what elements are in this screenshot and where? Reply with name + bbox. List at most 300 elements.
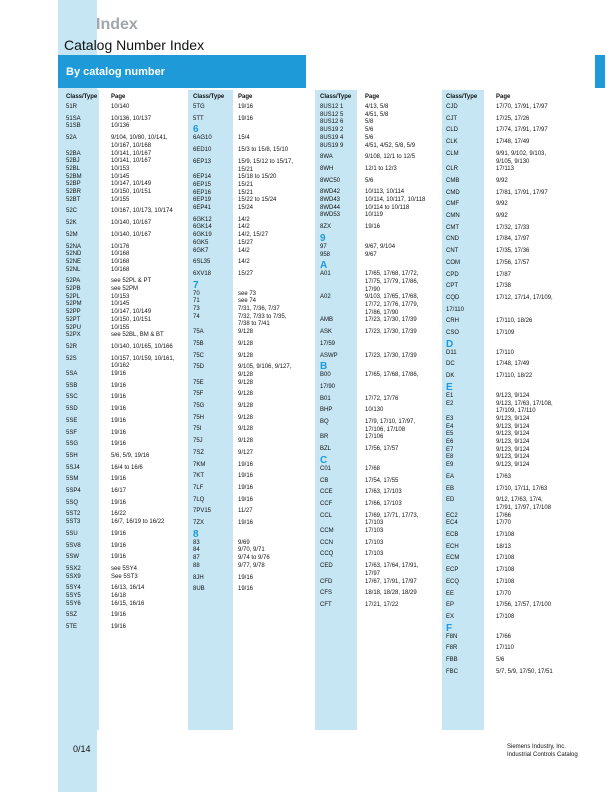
class-type: 87: [193, 555, 200, 562]
class-type: CCN: [320, 539, 333, 546]
page-reference: 17/35, 17/36: [496, 248, 530, 255]
page-reference: 10/136, 10/137: [111, 115, 152, 122]
page-reference: see 74: [238, 298, 257, 305]
page-reference: 17/70: [496, 520, 512, 527]
page-reference: 15/22 to 15/24: [238, 197, 277, 204]
class-type: 7SZ: [193, 449, 205, 456]
page-reference: 19/16: [111, 542, 127, 549]
page-reference: 16/15, 16/16: [111, 600, 145, 607]
class-type: ED: [446, 497, 455, 504]
class-type: 52K: [66, 220, 77, 227]
page-reference: 5/6: [365, 134, 374, 141]
section-letter: A: [320, 260, 328, 272]
page-reference: 12/1 to 12/3: [365, 165, 397, 172]
class-type: 52BA: [66, 150, 81, 157]
class-type: 6GK5: [193, 239, 209, 246]
page-reference: 17/70, 17/91, 17/97: [496, 104, 548, 110]
class-type: 5SX2: [66, 565, 81, 572]
class-type: 70: [193, 290, 200, 297]
class-type: 8WD43: [320, 197, 341, 203]
class-type: A01: [320, 271, 331, 278]
page-reference: 17/67, 17/91, 17/97: [365, 578, 417, 585]
class-type: 52BL: [66, 165, 81, 172]
page-reference: 4/51, 5/8: [365, 111, 389, 118]
class-type: EC2: [446, 512, 458, 519]
page-reference: 9/123, 17/63, 17/108,: [496, 400, 553, 407]
page-number: 0/14: [73, 744, 91, 754]
page-reference: 15/21: [238, 189, 254, 196]
class-type: EP: [446, 602, 455, 609]
class-type: 52NE: [66, 258, 82, 265]
page-reference: 16/7, 16/19 to 16/22: [111, 519, 165, 526]
page-reference: 19/16: [238, 104, 254, 110]
class-type: 52ND: [66, 251, 82, 258]
class-type: 6GK19: [193, 232, 212, 239]
page-reference: 10/136: [111, 123, 130, 130]
footer-catalog: Industrial Controls Catalog: [507, 752, 578, 758]
class-type: FBB: [446, 657, 458, 663]
page-reference: see 52PL & PT: [111, 278, 152, 285]
page-reference: 19/16: [111, 417, 127, 424]
page-reference: 19/16: [111, 429, 127, 436]
page-title: Catalog Number Index: [64, 37, 205, 53]
class-type: ECQ: [446, 578, 460, 585]
page-reference: 17/103: [365, 539, 384, 546]
section-letter: F: [446, 622, 453, 634]
page-reference: 10/147, 10/149: [111, 181, 152, 188]
page-reference: 17/63, 17/64, 17/91,: [365, 563, 419, 570]
class-type: C01: [320, 465, 332, 472]
page-reference: 17/32, 17/33: [496, 224, 530, 231]
class-type: F8R: [446, 645, 458, 652]
page-reference: 9/77, 9/78: [238, 562, 265, 569]
page-reference: 17/65, 17/68, 17/72,: [365, 271, 419, 278]
class-type: CLM: [446, 150, 459, 157]
class-type-header: Class/Type: [66, 94, 98, 100]
class-type: 75I: [193, 426, 202, 433]
page-reference: 19/16: [111, 499, 127, 506]
page-reference: 17/74, 17/91, 17/97: [496, 127, 548, 134]
page-reference: 14/2, 15/27: [238, 232, 269, 239]
page-reference: 4/51, 4/52, 5/8, 5/9: [365, 142, 416, 149]
class-type: ECP: [446, 567, 459, 574]
class-type: 6SL35: [193, 259, 211, 266]
page-reference: 9/128: [238, 414, 254, 421]
class-type-header: Class/Type: [193, 94, 225, 100]
page-reference: 14/2: [238, 216, 250, 223]
page-reference: 10/167, 10/173, 10/174: [111, 208, 173, 215]
section-letter: B: [320, 361, 328, 373]
page-reference: 17/110, 18/22: [496, 373, 533, 380]
page-reference: 10/113, 10/114: [365, 189, 405, 196]
page-reference: 17/38: [496, 283, 512, 290]
page-reference: 9/123, 9/124: [496, 415, 530, 422]
class-type: 7ZX: [193, 520, 205, 526]
class-type: ECH: [446, 543, 459, 550]
class-type: CB: [320, 477, 329, 484]
class-type: CCQ: [320, 551, 334, 558]
class-type: 75E: [193, 379, 204, 386]
class-type: EA: [446, 473, 455, 480]
class-type: 6GK14: [193, 224, 212, 231]
page-reference: 19/16: [111, 406, 127, 413]
page-reference: 17/23, 17/30, 17/39: [365, 329, 417, 336]
class-type: 74: [193, 313, 200, 320]
page-reference: 19/16: [111, 530, 127, 537]
class-type: 7KM: [193, 461, 206, 468]
page-reference: 15/9, 15/12 to 15/17,: [238, 158, 294, 165]
class-type: 7LF: [193, 484, 204, 491]
page-reference: 17/90: [365, 286, 381, 293]
class-type: E7: [446, 446, 454, 453]
page-reference: 9/128: [238, 329, 254, 336]
page-reference: 19/16: [238, 520, 254, 526]
page-reference: 17/110: [496, 349, 514, 356]
class-type: 5SB: [66, 382, 78, 389]
class-type: 6EP15: [193, 181, 212, 188]
class-type: CMB: [446, 177, 460, 184]
class-type: CRH: [446, 318, 459, 325]
page-reference: 10/147, 10/149: [111, 309, 152, 316]
page-reference: 9/108, 12/1 to 12/5: [365, 154, 416, 161]
class-type: 75C: [193, 352, 205, 359]
page-reference: 10/119: [365, 212, 383, 219]
page-reference: 9/92: [496, 201, 508, 208]
class-type: 75B: [193, 340, 204, 347]
page-reference: 17/23, 17/30, 17/39: [365, 352, 417, 359]
page-reference: 9/91, 9/102, 9/103,: [496, 150, 547, 157]
class-type: CFT: [320, 601, 332, 608]
class-type-header: Class/Type: [446, 94, 478, 100]
class-type: AMB: [320, 317, 334, 324]
class-type: 5SJ4: [66, 464, 80, 471]
class-type: 5SE: [66, 417, 78, 424]
page-reference: 10/141, 10/167: [111, 158, 152, 165]
page-reference: 19/16: [238, 461, 254, 468]
class-type: 6EP19: [193, 197, 212, 204]
page-reference: See 5ST3: [111, 573, 138, 580]
page-reference: 17/9, 17/10, 17/97,: [365, 419, 416, 425]
class-type: 5SG: [66, 441, 79, 448]
section-letter: 9: [320, 232, 326, 244]
class-type: B00: [320, 372, 331, 379]
page-reference: 10/145: [111, 301, 130, 308]
class-type: CLR: [446, 166, 459, 173]
page-reference: 10/153: [111, 165, 130, 172]
page-reference: 14/2: [238, 247, 250, 254]
class-type: 71: [193, 298, 200, 305]
class-type: 8WC50: [320, 177, 341, 184]
class-type: 75D: [193, 364, 205, 371]
page-reference: 10/140: [111, 104, 130, 110]
class-type: 7PV15: [193, 508, 212, 515]
class-type: EC4: [446, 520, 458, 527]
class-type: CLD: [446, 127, 459, 134]
page-reference: 16/18: [111, 593, 127, 599]
class-type: CND: [446, 236, 459, 243]
section-letter: 6: [193, 124, 199, 136]
page-reference: 17/63, 17/103: [365, 489, 402, 496]
page-reference: 10/114 to 10/118: [365, 204, 410, 211]
page-reference: 19/16: [238, 484, 254, 491]
page-reference: 19/16: [111, 382, 127, 389]
page-reference: 5/7, 5/9, 17/50, 17/51: [496, 668, 553, 675]
class-type: 6GK12: [193, 216, 212, 223]
page-reference: 10/145: [111, 173, 130, 180]
class-type: 5TG: [193, 104, 205, 110]
class-type: 51R: [66, 104, 78, 110]
page-reference: 18/13: [496, 543, 512, 550]
class-type: 52BR: [66, 189, 82, 195]
page-reference: 15/3 to 15/8, 15/10: [238, 147, 289, 154]
page-reference: 15/27: [238, 239, 254, 246]
class-type: 75A: [193, 329, 204, 336]
class-type: CMD: [446, 189, 460, 196]
page-reference: 5/6: [365, 177, 374, 184]
section-letter: 7: [193, 279, 199, 291]
page-reference: 5/6: [365, 127, 374, 134]
page-reference: 17/56, 17/57: [365, 446, 399, 453]
class-type: ASK: [320, 329, 333, 336]
page-reference: 9/128: [238, 371, 254, 378]
page-reference: 15/18 to 15/20: [238, 174, 277, 181]
class-type-header: Class/Type: [320, 94, 352, 100]
class-type: CSO: [446, 330, 460, 336]
page-reference: 9/92: [496, 177, 508, 184]
class-type: 52NA: [66, 243, 82, 250]
class-type: CPD: [446, 271, 459, 278]
class-type: 8US12 1: [320, 104, 344, 110]
section-letter: D: [446, 338, 454, 350]
class-type: 8WD44: [320, 204, 341, 211]
class-type: 6ED10: [193, 147, 212, 154]
class-type: 52PL: [66, 293, 81, 300]
page-reference: 17/108: [496, 532, 515, 538]
page-reference: 9/123, 9/124: [496, 423, 530, 430]
page-reference: 10/167, 10/168: [111, 142, 152, 149]
class-type: B01: [320, 395, 331, 402]
class-type: CNT: [446, 248, 459, 255]
class-type: CPT: [446, 283, 458, 290]
class-type: 8US19 4: [320, 134, 344, 141]
page-reference: 16/22: [111, 511, 127, 518]
class-type: CMN: [446, 213, 460, 219]
class-type: 75H: [193, 414, 205, 421]
page-reference: 17/108: [496, 555, 515, 562]
page-reference: 17/75, 17/79, 17/86,: [365, 278, 419, 285]
page-reference: 19/16: [111, 371, 127, 377]
class-type: 6GK7: [193, 247, 209, 254]
page-reference: 10/140, 10/165, 10/166: [111, 343, 173, 350]
class-type: EX: [446, 613, 455, 620]
class-type: 5SH: [66, 452, 78, 459]
page-reference: 9/92: [496, 213, 508, 219]
page-reference: 17/91, 17/97, 17/108: [496, 504, 552, 511]
page-reference: 17/56, 17/57: [496, 259, 530, 266]
class-type: CCF: [320, 500, 333, 507]
class-type: EE: [446, 590, 455, 597]
page-reference: 7/38 to 7/41: [238, 321, 270, 328]
class-type: E5: [446, 431, 454, 438]
class-type: CMF: [446, 201, 459, 208]
footer-company: Siemens Industry, Inc.: [507, 744, 566, 750]
page-reference: 9/105, 9/130: [496, 158, 530, 165]
page-reference: 17/103: [365, 551, 384, 558]
class-type: 52PP: [66, 309, 81, 316]
class-type: 52PU: [66, 324, 82, 331]
page-header: Page: [365, 94, 380, 100]
page-reference: 16/13, 16/14: [111, 585, 145, 592]
class-type: 51SB: [66, 123, 81, 130]
page-reference: 7/32, 7/33 to 7/35,: [238, 313, 287, 320]
page-reference: 9/123, 9/124: [496, 392, 530, 399]
class-type: 5SM: [66, 476, 79, 483]
page-reference: 10/140, 10/167: [111, 231, 152, 238]
page-reference: 9/123, 9/124: [496, 462, 530, 469]
page-reference: 17/12, 17/14, 17/109,: [496, 294, 553, 301]
page-reference: 17/87: [496, 271, 512, 278]
class-type: 17/90: [320, 383, 336, 390]
page-reference: 19/16: [238, 586, 254, 593]
page-reference: 15/21: [238, 181, 254, 188]
page-header: Page: [111, 94, 126, 100]
page-reference: 17/66: [496, 633, 512, 640]
section-letter: E: [446, 381, 453, 393]
class-type: BHP: [320, 407, 333, 414]
page-reference: see 73: [238, 290, 257, 297]
page-reference: 9/128: [238, 391, 254, 398]
page-reference: see 5SY4: [111, 565, 138, 572]
page-reference: 17/68: [365, 465, 381, 472]
page-reference: 17/84, 17/97: [496, 236, 530, 243]
page-reference: 19/16: [111, 441, 127, 448]
page-reference: 9/128: [238, 426, 254, 433]
page-reference: 17/108: [496, 578, 515, 585]
class-type: 8ZX: [320, 224, 332, 231]
class-type: ECM: [446, 555, 460, 562]
right-band-tab: [595, 55, 605, 88]
class-type: 7KT: [193, 473, 205, 480]
page-reference: 9/103, 17/65, 17/68,: [365, 294, 419, 301]
page-reference: 10/162: [111, 363, 130, 370]
page-reference: 10/176: [111, 243, 130, 250]
class-type: 6EP14: [193, 174, 212, 181]
section-band-label: By catalog number: [66, 66, 166, 78]
page-reference: 15/24: [238, 205, 254, 211]
class-type: 7LQ: [193, 496, 205, 503]
class-type: 52C: [66, 208, 78, 215]
class-type: 5SC: [66, 394, 78, 401]
class-type: CMT: [446, 224, 459, 231]
class-type: 6EP16: [193, 189, 212, 196]
class-type: BR: [320, 434, 329, 441]
page-reference: 17/23, 17/30, 17/39: [365, 317, 417, 324]
class-type: CLK: [446, 139, 458, 146]
page-reference: 17/54, 17/55: [365, 477, 399, 484]
page-reference: 17/65, 17/68, 17/86,: [365, 372, 419, 379]
page-reference: 14/2: [238, 259, 250, 266]
page-reference: 17/97: [365, 570, 381, 577]
page-reference: 17/108: [496, 613, 515, 620]
class-type: 8WD42: [320, 189, 341, 196]
page-reference: 10/150, 10/151: [111, 316, 152, 323]
page-reference: 17/110: [496, 645, 514, 652]
page-reference: 10/130: [365, 407, 384, 414]
page-reference: 17/10, 17/11, 17/63: [496, 485, 548, 492]
class-type: 6EP13: [193, 158, 212, 165]
page-header: Page: [496, 94, 511, 100]
class-type: 8WH: [320, 165, 334, 172]
class-type: 5TE: [66, 624, 78, 631]
class-type: 5SP4: [66, 488, 81, 494]
page-reference: 9/123, 9/124: [496, 446, 530, 453]
section-label: Index: [96, 16, 138, 33]
page-reference: 17/70: [496, 590, 512, 597]
class-type: E8: [446, 454, 454, 461]
class-type: 52BM: [66, 173, 82, 180]
class-type: CCL: [320, 512, 333, 519]
page-reference: 19/16: [111, 476, 127, 483]
class-type: 52NL: [66, 266, 81, 273]
class-type: 5SA: [66, 371, 78, 377]
page-reference: 16/4 to 16/6: [111, 464, 143, 471]
page-reference: 10/168: [111, 251, 130, 258]
class-type: CJD: [446, 104, 458, 110]
page-reference: 9/123, 9/124: [496, 431, 530, 438]
class-type: E9: [446, 462, 454, 469]
class-type: 97: [320, 243, 327, 250]
page-reference: 5/8: [365, 119, 374, 126]
class-type: EB: [446, 485, 455, 492]
class-type: FBC: [446, 668, 458, 675]
page-reference: 9/12, 17/63, 17/4,: [496, 497, 543, 504]
page-reference: 10/150, 10/151: [111, 189, 152, 195]
class-type: 52BJ: [66, 158, 80, 165]
class-type: E4: [446, 423, 454, 430]
page-reference: 9/123, 9/124: [496, 454, 530, 461]
page-reference: 19/16: [238, 115, 254, 122]
page-reference: 9/127: [238, 449, 254, 456]
page-reference: 19/16: [111, 394, 127, 401]
page-reference: 19/16: [238, 473, 254, 480]
page-reference: 9/69: [238, 539, 250, 546]
page-reference: 18/18, 18/28, 18/29: [365, 590, 417, 597]
class-type: 52PA: [66, 278, 81, 285]
page-reference: 10/114, 10/117, 10/118: [365, 197, 426, 203]
page-reference: 17/48, 17/49: [496, 361, 530, 368]
class-type: 52PT: [66, 316, 81, 323]
class-type: D11: [446, 349, 457, 356]
class-type: 8UB: [193, 586, 205, 593]
page-reference: 17/103: [365, 528, 384, 534]
page-reference: 11/27: [238, 508, 253, 515]
class-type: 17/59: [320, 340, 336, 347]
class-type: 73: [193, 306, 200, 312]
page-reference: 19/16: [238, 574, 254, 581]
page-reference: 4/13, 5/8: [365, 104, 389, 110]
class-type: 5SU: [66, 530, 78, 537]
class-type: 5SV8: [66, 542, 81, 549]
class-type: 88: [193, 562, 200, 569]
page-reference: 9/128: [238, 438, 254, 445]
class-type: 6AG10: [193, 135, 212, 142]
class-type: 5SF: [66, 429, 78, 436]
page-reference: 9/128: [238, 352, 254, 359]
page-reference: 17/106, 17/108: [365, 426, 406, 433]
page-reference: 17/109, 17/110: [496, 408, 536, 415]
page-reference: 17/110, 18/26: [496, 318, 533, 325]
class-type: ECB: [446, 532, 459, 538]
